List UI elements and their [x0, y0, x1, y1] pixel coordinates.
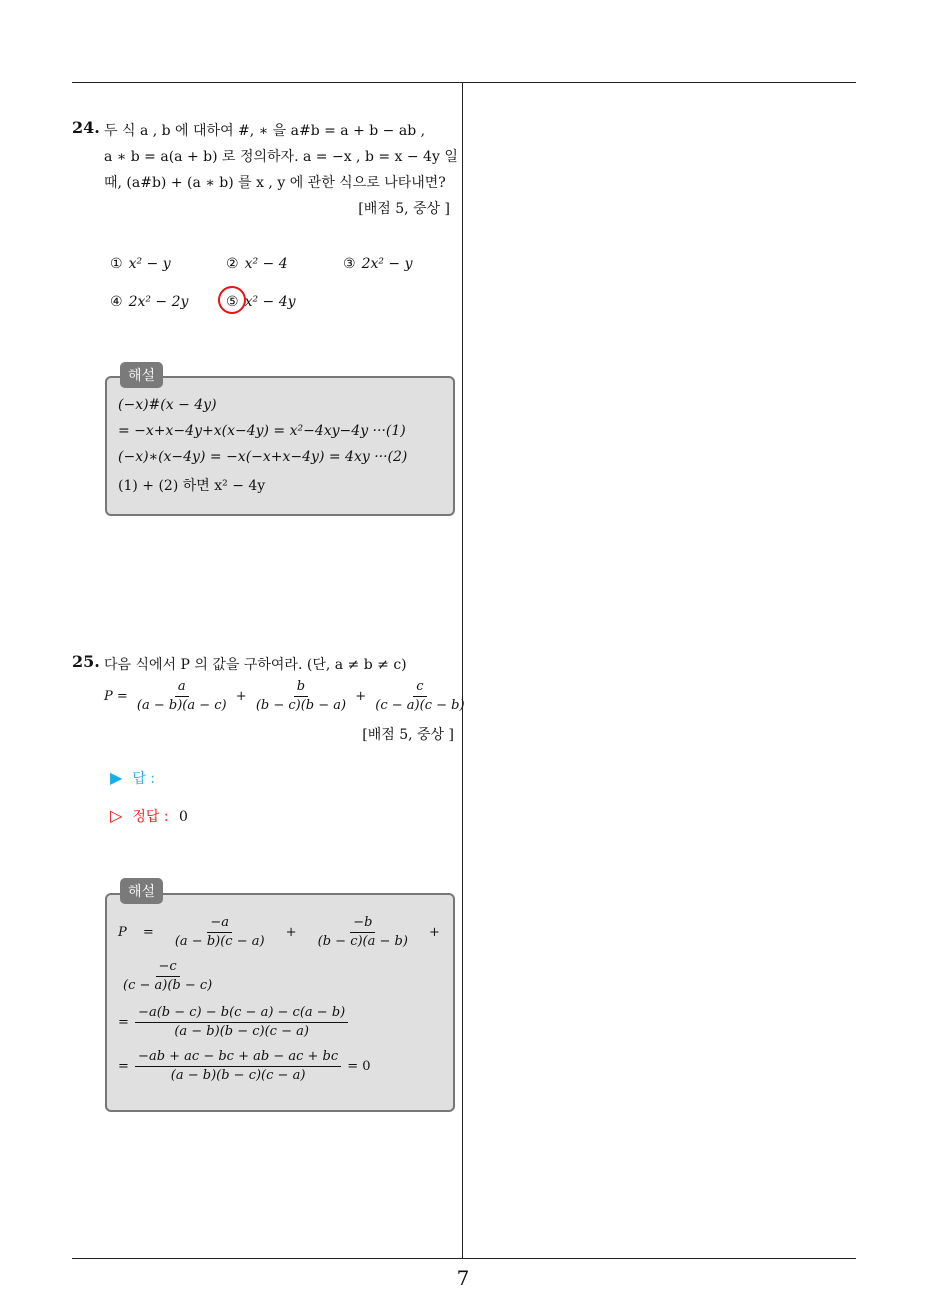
fraction-a: $\frac{a}{(a - b)(a - c)}$: [136, 679, 227, 713]
play-icon: ▶: [110, 768, 123, 787]
q24-line-2: a ∗ b = a(a + b) 로 정의하자. a = −x , b = x − 4y 일: [104, 149, 458, 165]
fraction-b: $\frac{b}{(b - c)(b - a)}$: [255, 679, 347, 713]
correct-value: 0: [178, 809, 188, 825]
column-divider: [462, 83, 463, 1258]
q24-solution-line-3: (−x)∗(x−4y) = −x(−x+x−4y) = 4xy ···(2): [118, 449, 408, 465]
q24-score: [배점 5, 중상 ]: [358, 201, 450, 217]
choice-text: x² − y: [128, 256, 171, 272]
answer-circle-icon: [218, 286, 246, 314]
choice-mark: ③: [343, 256, 356, 272]
answer-field[interactable]: [110, 768, 155, 788]
bottom-rule: [72, 1258, 856, 1259]
choice-mark: ②: [226, 256, 239, 272]
q24-choice-1[interactable]: [110, 256, 171, 272]
lhs: P =: [104, 689, 128, 704]
fraction-c: $\frac{c}{(c - a)(c - b)}$: [375, 679, 465, 713]
q24-choice-3[interactable]: [343, 256, 413, 272]
correct-answer: [110, 806, 188, 826]
q25-line: 다음 식에서 P 의 값을 구하여라. (단, a ≠ b ≠ c): [104, 657, 407, 673]
choice-text: x² − 4y: [244, 294, 296, 310]
q24-choice-2[interactable]: [226, 256, 288, 272]
page-number: 7: [456, 1266, 470, 1290]
q24-choice-5-correct[interactable]: [226, 294, 296, 310]
q25-solution-row-3: = $\frac{-a(b - c) - b(c - a) - c(a - b)}{(a - b)(b - c)(c - a)}$: [118, 1004, 350, 1041]
sol-fraction-1: $\frac{-a}{(a - b)(c - a)}$: [174, 915, 265, 949]
choice-mark: ①: [110, 256, 123, 272]
q24-solution-line-4: (1) + (2) 하면 x² − 4y: [118, 478, 266, 494]
q25-expression: P = $\frac{a}{(a - b)(a - c)}$ + $\frac{b}{(b - c)(b - a)}$ + $\frac{c}{(c - a)(c - b)}$: [104, 678, 470, 715]
q24-line-1: 두 식 a , b 에 대하여 #, ∗ 을 a#b = a + b − ab ,: [104, 123, 426, 139]
q25-solution-tag: 해설: [120, 878, 163, 904]
top-rule: [72, 82, 856, 83]
sol-fraction-2: $\frac{-b}{(b - c)(a - b)}$: [317, 915, 408, 949]
choice-mark: ⑤: [226, 294, 239, 310]
correct-label: 정답 :: [132, 809, 169, 825]
choice-text: 2x² − 2y: [128, 294, 189, 310]
answer-label: 답 :: [132, 771, 156, 787]
sol-fraction-4: $\frac{-a(b - c) - b(c - a) - c(a - b)}{(a - b)(b - c)(c - a)}$: [135, 1004, 348, 1041]
sol-fraction-3: $\frac{-c}{(c - a)(b - c)}$: [123, 959, 213, 993]
choice-text: x² − 4: [244, 256, 288, 272]
q24-solution-line-2: = −x+x−4y+x(x−4y) = x²−4xy−4y ···(1): [118, 423, 406, 439]
q24-line-3: 때, (a#b) + (a ∗ b) 를 x , y 에 관한 식으로 나타내면?: [104, 175, 446, 191]
outline-triangle-icon: ▷: [110, 806, 123, 825]
choice-text: 2x² − y: [361, 256, 413, 272]
choice-mark: ④: [110, 294, 123, 310]
q25-solution-row-2: [118, 958, 217, 995]
q25-number: 25.: [72, 652, 100, 671]
q25-solution-row-4: = $\frac{-ab + ac - bc + ab - ac + bc}{(a - b)(b - c)(c - a)}$ = 0: [118, 1049, 371, 1083]
sol-fraction-5: $\frac{-ab + ac - bc + ab - ac + bc}{(a - b)(b - c)(c - a)}$: [135, 1048, 341, 1085]
q24-solution-tag: 해설: [120, 362, 163, 388]
q24-number: 24.: [72, 118, 100, 137]
q24-choice-4[interactable]: [110, 294, 188, 310]
q24-solution-line-1: (−x)#(x − 4y): [118, 397, 217, 413]
q25-score: [배점 5, 중상 ]: [362, 727, 454, 743]
q25-solution-row-1: P = $\frac{-a}{(a - b)(c - a)}$ + $\frac{-b}{(b - c)(a - b)}$ +: [118, 915, 440, 949]
